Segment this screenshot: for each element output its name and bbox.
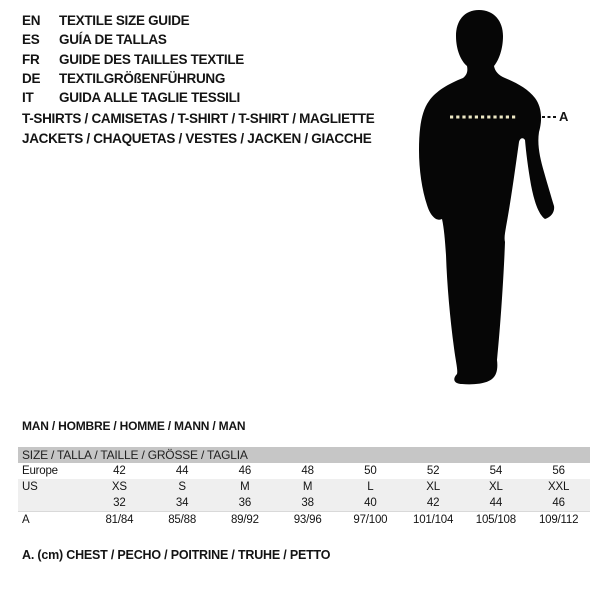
language-code: EN (22, 13, 41, 28)
size-value: 32 (113, 497, 126, 509)
size-value: 56 (552, 465, 565, 477)
row-label: Europe (22, 465, 58, 477)
language-code: ES (22, 32, 40, 48)
size-value: 52 (426, 465, 440, 477)
size-table (18, 447, 590, 528)
language-label: GUIDA ALLE TAGLIE TESSILI (59, 90, 240, 106)
size-value: XL (489, 481, 503, 493)
size-value: 81/84 (105, 514, 134, 526)
size-value: 34 (175, 497, 189, 509)
size-value: 38 (301, 497, 314, 509)
table-row-europe (18, 463, 590, 479)
size-value: M (240, 481, 250, 493)
language-label: TEXTILGRÖßENFÜHRUNG (59, 70, 226, 86)
section-title-man: MAN / HOMBRE / HOMME / MANN / MAN (22, 419, 246, 433)
size-value: 93/96 (293, 514, 322, 526)
category-tshirts: T-SHIRTS / CAMISETAS / T-SHIRT / T-SHIRT / MAGLIETTE (22, 111, 375, 126)
size-value: 97/100 (353, 514, 388, 526)
size-value: 50 (364, 465, 377, 477)
size-value: XXL (548, 481, 570, 493)
size-value: 40 (364, 497, 377, 509)
size-value: 44 (175, 465, 189, 477)
size-value: XS (111, 481, 127, 493)
size-value: 85/88 (168, 514, 197, 526)
row-label (18, 495, 88, 511)
row-label: A (22, 514, 30, 526)
size-value: 46 (552, 497, 565, 509)
size-value: S (178, 481, 186, 493)
language-code: DE (22, 70, 41, 86)
size-value: 42 (113, 465, 126, 477)
table-row-us (18, 479, 590, 495)
size-value: 46 (238, 465, 252, 477)
language-code: IT (22, 90, 34, 106)
size-value: M (302, 481, 313, 493)
size-value: 42 (426, 497, 440, 509)
measure-label-a: A (559, 109, 569, 124)
language-code: FR (22, 51, 40, 67)
table-row-chest-cm (18, 512, 590, 528)
size-value: 109/112 (538, 514, 579, 526)
size-value: 101/104 (413, 514, 454, 526)
size-value: 89/92 (230, 514, 259, 526)
language-label: TEXTILE SIZE GUIDE (59, 13, 190, 28)
size-value: 36 (238, 497, 252, 509)
language-label: GUIDE DES TAILLES TEXTILE (59, 51, 245, 67)
row-label: US (22, 481, 38, 493)
size-value: L (367, 481, 374, 493)
table-row-uk (18, 495, 590, 512)
size-value: 48 (301, 465, 314, 477)
category-jackets: JACKETS / CHAQUETAS / VESTES / JACKEN / GIACCHE (22, 131, 372, 146)
size-table-header: SIZE / TALLA / TAILLE / GRÖSSE / TAGLIA (18, 447, 590, 463)
man-silhouette (419, 10, 554, 384)
size-value: 44 (489, 497, 503, 509)
language-label: GUÍA DE TALLAS (59, 32, 167, 48)
size-value: XL (426, 481, 440, 493)
size-value: 105/108 (475, 514, 516, 526)
size-value: 54 (489, 465, 503, 477)
measurement-footnote: A. (cm) CHEST / PECHO / POITRINE / TRUHE / PETTO (22, 548, 331, 562)
